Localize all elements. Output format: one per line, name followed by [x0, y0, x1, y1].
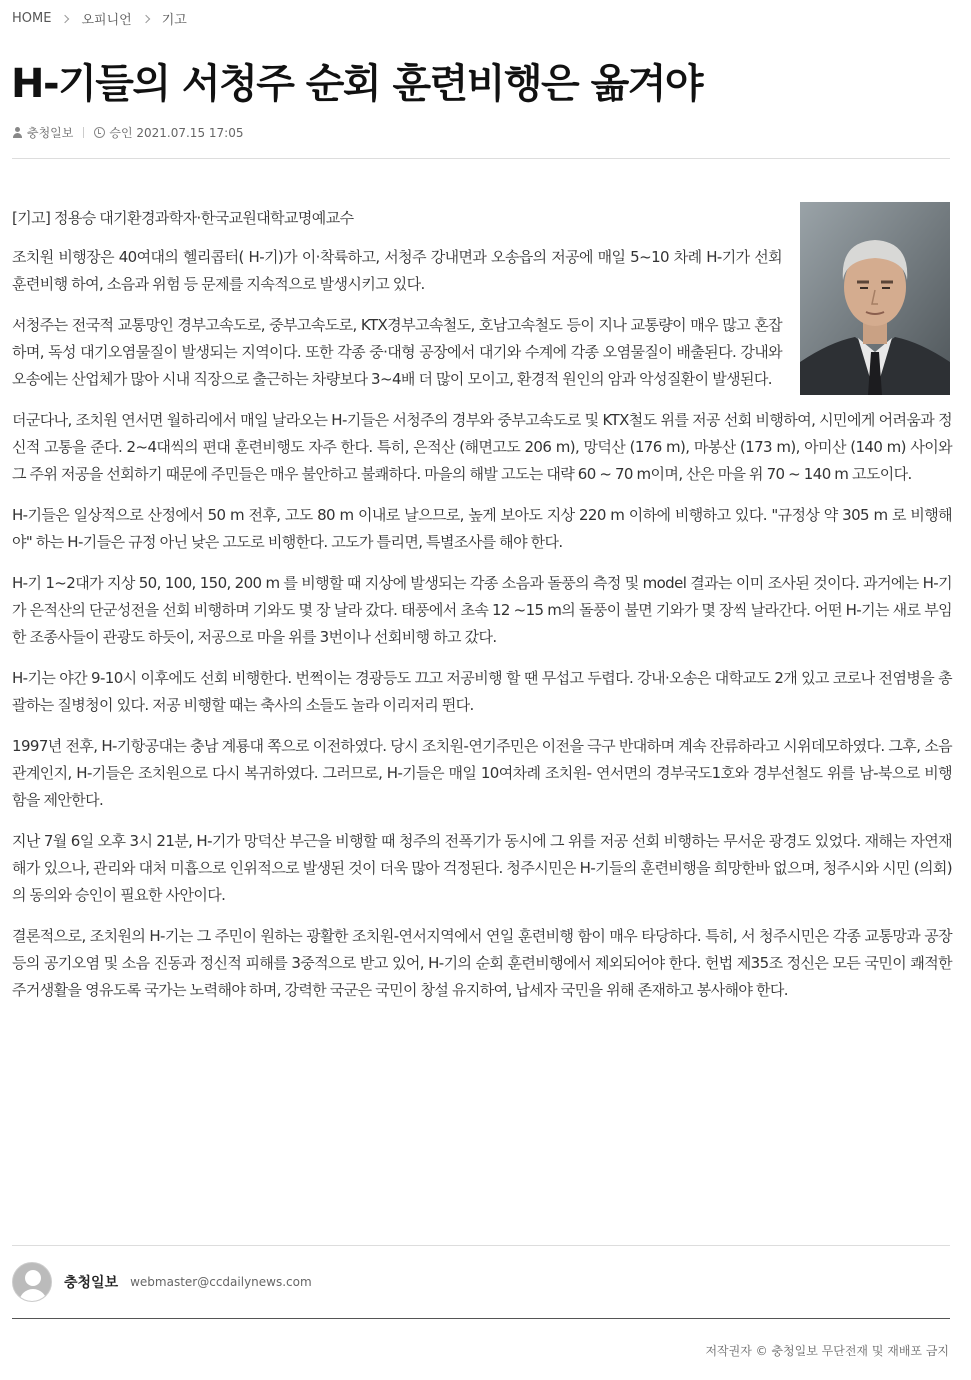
breadcrumb-subsection[interactable]: 기고 [161, 13, 187, 28]
meta-divider [83, 127, 84, 138]
reporter-divider [12, 1245, 950, 1246]
article-paragraph: 더군다나, 조치원 연서면 월하리에서 매일 날라오는 H-기들은 서청주의 경부와 중부고속도로 및 KTX철도 위를 저공 선회 비행하여, 시민에게 어려움과 정신적 고통을 준다. 2~4대씩의 편대 훈련비행도 자주 한다. 특히, 은적산 (해면고도 206 m), 망덕산 (176 m), 마봉산 (173 m), 아미산 (140 m) 사이와 그 주위 저공을 선회하기 때문에 주민들은 매우 불안하고 불쾌하다. 마을의 해발 고도는 대략 60 ~ 70 m이며, 산은 마을 위 70 ~ 140 m 고도이다. [12, 411, 952, 483]
article-paragraph: H-기 1~2대가 지상 50, 100, 150, 200 m 를 비행할 때 지상에 발생되는 각종 소음과 돌풍의 측정 및 model 결과는 이미 조사된 것이다. 과거에는 H-기가 은적산의 단군성전을 선회 비행하며 기와도 몇 장 날라 갔다. 태풍에서 초속 12 ~15 m의 돌풍이 불면 기와가 몇 장씩 날라간다. 어떤 H-기는 새로 부임한 조종사들이 관광도 하듯이, 저공으로 마을 위를 3번이나 선회비행 하고 갔다. [12, 574, 952, 646]
reporter-name[interactable]: 충청일보 [64, 1275, 119, 1291]
avatar [12, 1262, 52, 1302]
article-approved-date: 승인 2021.07.15 17:05 [109, 126, 244, 140]
reporter-email[interactable]: webmaster@ccdailynews.com [130, 1275, 312, 1289]
article-paragraph: 조치원 비행장은 40여대의 헬리콥터( H-기)가 이·착륙하고, 서청주 강내면과 오송읍의 저공에 매일 5~10 차례 H-기가 선회 훈련비행 하여, 소음과 위험 등 문제를 지속적으로 발생시키고 있다. [12, 248, 782, 293]
page-title: H-기들의 서청주 순회 훈련비행은 옮겨야 [11, 61, 703, 107]
article-author: 충청일보 [27, 126, 74, 140]
article-body [12, 205, 952, 1018]
footer-divider [12, 1318, 950, 1319]
article-paragraph: 서청주는 전국적 교통망인 경부고속도로, 중부고속도로, KTX경부고속철도, 호남고속철도 등이 지나 교통량이 매우 많고 혼잡하며, 독성 대기오염물질이 발생되는 지역이다. 또한 각종 중·대형 공장에서 대기와 수계에 각종 오염물질이 배출된다. 강내와 오송에는 산업체가 많아 시내 직장으로 출근하는 차량보다 3~4배 더 많이 모이고, 환경적 원인의 암과 악성질환이 발생된다. [12, 316, 782, 388]
chevron-right-icon [61, 14, 69, 22]
reporter-box [12, 1262, 312, 1302]
article-paragraph: 결론적으로, 조치원의 H-기는 그 주민이 원하는 광활한 조치원-연서지역에서 연일 훈련비행 함이 매우 타당하다. 특히, 서 청주시민은 각종 교통망과 공장 등의 공기오염 및 소음 진동과 정신적 피해를 3중적으로 받고 있어, H-기의 순회 훈련비행에서 제외되어야 한다. 헌법 제35조 정신은 모든 국민이 쾌적한 주거생활을 영유도록 국가는 노력해야 하며, 강력한 국군은 국민이 창설 유지하여, 납세자 국민을 위해 존재하고 봉사해야 한다. [12, 927, 952, 999]
article-byline: [기고] 정용승 대기환경과학자·한국교원대학교명예교수 [12, 209, 354, 227]
breadcrumb-home[interactable]: HOME [12, 11, 52, 26]
breadcrumb-section[interactable]: 오피니언 [81, 13, 132, 28]
article-paragraph: 1997년 전후, H-기항공대는 충남 계룡대 쪽으로 이전하였다. 당시 조치원-연기주민은 이전을 극구 반대하며 계속 잔류하라고 시위데모하였다. 그후, 소음 관계인지, H-기들은 조치원으로 다시 복귀하였다. 그러므로, H-기들은 매일 10여차례 조치원- 연서면의 경부국도1호와 경부선철도 위를 남-북으로 비행함을 제안한다. [12, 737, 952, 809]
article-paragraph: H-기는 야간 9-10시 이후에도 선회 비행한다. 번쩍이는 경광등도 끄고 저공비행 할 땐 무섭고 두렵다. 강내·오송은 대학교도 2개 있고 코로나 전염병을 총괄하는 질병청이 있다. 저공 비행할 때는 축사의 소들도 놀라 이리저리 뛴다. [12, 669, 952, 714]
copyright-notice: 저작권자 © 충청일보 무단전재 및 재배포 금지 [705, 1344, 949, 1358]
clock-icon [94, 127, 105, 138]
article-paragraph: H-기들은 일상적으로 산정에서 50 m 전후, 고도 80 m 이내로 날으므로, 높게 보아도 지상 220 m 이하에 비행하고 있다. "규정상 약 305 m 로 비행해야" 하는 H-기들은 규정 아닌 낮은 고도로 비행한다. 고도가 틀리면, 특별조사를 해야 한다. [12, 506, 952, 551]
user-icon [12, 127, 23, 138]
chevron-right-icon [141, 14, 149, 22]
article-paragraph: 지난 7월 6일 오후 3시 21분, H-기가 망덕산 부근을 비행할 때 청주의 전폭기가 동시에 그 위를 저공 선회 비행하는 무서운 광경도 있었다. 재해는 자연재해가 있으나, 관리와 대처 미흡으로 인위적으로 발생된 것이 더욱 많아 걱정된다. 청주시민은 H-기들의 훈련비행을 희망한바 없으며, 청주시와 시민 (의회)의 동의와 승인이 필요한 사안이다. [12, 832, 952, 904]
breadcrumb [12, 9, 187, 28]
header-divider [12, 158, 950, 159]
article-meta [12, 124, 243, 141]
